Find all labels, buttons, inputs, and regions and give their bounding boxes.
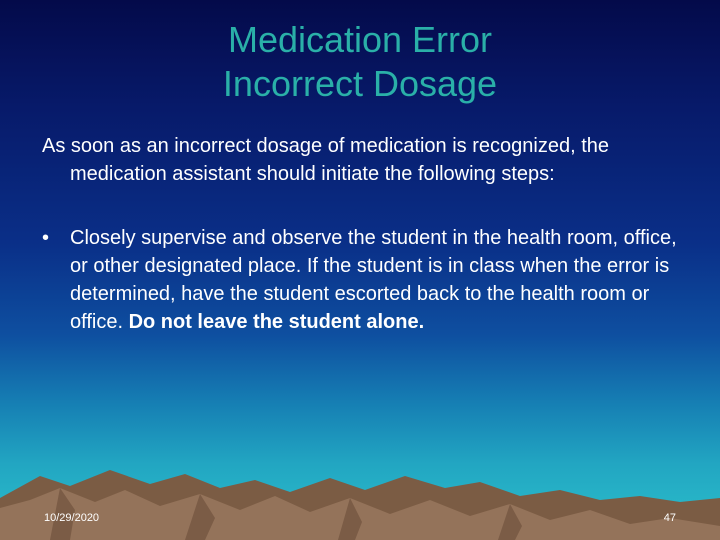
bullet-item [42,224,682,336]
slide-body [42,132,682,336]
bullet-text: Closely supervise and observe the student in the health room, office, or other designated place. If the student is in class when the error is determined, have the student escorted back to the health room or office. [70,227,677,333]
mountain-range-graphic [0,440,720,540]
intro-paragraph: As soon as an incorrect dosage of medication is recognized, the medication assistant should initiate the following steps: [42,135,609,185]
bullet-bold-text: Do not leave the student alone. [128,311,425,333]
footer-page-number: 47 [663,512,676,524]
title-line-1: Medication Error [227,19,493,60]
bullet-marker: • [42,227,50,249]
slide-title [0,18,720,106]
footer-date: 10/29/2020 [44,512,100,524]
title-line-2: Incorrect Dosage [222,63,498,104]
